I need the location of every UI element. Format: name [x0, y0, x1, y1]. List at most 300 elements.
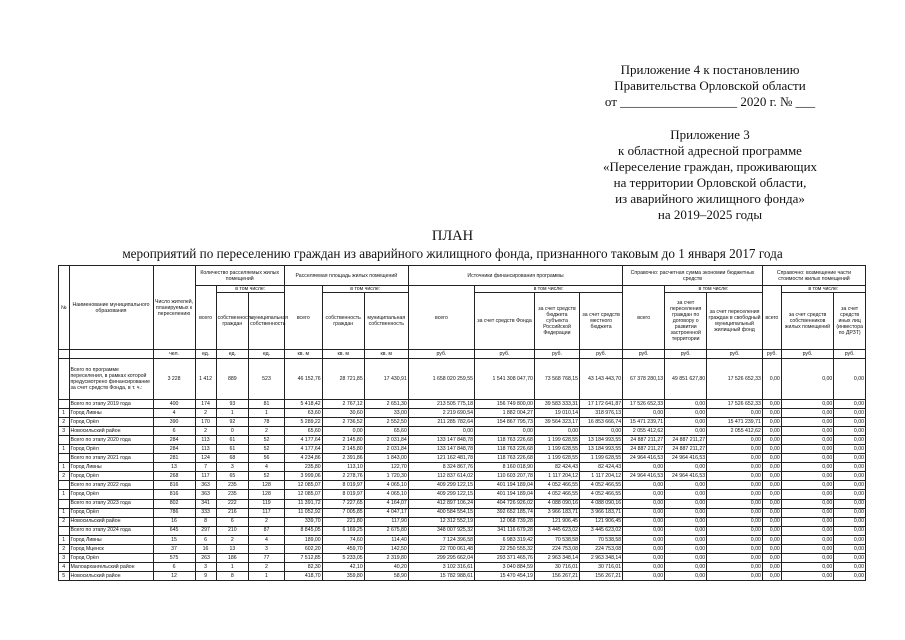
header-sources-including: в том числе:: [475, 286, 623, 293]
value-cell: 17 526 652,33: [623, 400, 665, 409]
value-cell: 118 763 226,68: [475, 445, 535, 454]
value-cell: 8 160 018,90: [475, 463, 535, 472]
value-cell: 0,00: [665, 544, 707, 553]
value-cell: 1 199 628,55: [534, 436, 579, 445]
table-row: [59, 472, 866, 481]
value-cell: 7 005,85: [322, 508, 364, 517]
value-cell: 0,00: [707, 472, 763, 481]
value-cell: 0,00: [623, 481, 665, 490]
count-cell: 2: [249, 517, 285, 526]
value-cell: 156 749 800,00: [475, 400, 535, 409]
value-cell: 46 152,76: [284, 359, 322, 400]
value-cell: 0,00: [834, 535, 866, 544]
count-cell: 61: [216, 436, 249, 445]
count-cell: 523: [249, 359, 285, 400]
value-cell: 3 966 183,71: [580, 508, 623, 517]
value-cell: 0,00: [781, 409, 834, 418]
row-number-cell: 2: [59, 544, 70, 553]
value-cell: 235,80: [284, 463, 322, 472]
count-cell: 6: [153, 562, 195, 571]
header-group-reference2: Справочно: возмещение части стоимости жилых помещений: [762, 266, 865, 286]
count-cell: 3: [249, 544, 285, 553]
row-number-cell: [59, 400, 70, 409]
value-cell: 0,00: [781, 400, 834, 409]
value-cell: 8 019,97: [322, 481, 364, 490]
value-cell: 318 976,13: [580, 409, 623, 418]
municipality-name-cell: Город Ливны: [69, 463, 153, 472]
value-cell: 12 312 552,19: [408, 517, 474, 526]
value-cell: 121 906,45: [580, 517, 623, 526]
row-number-cell: [59, 526, 70, 535]
value-cell: 0,00: [781, 535, 834, 544]
value-cell: 0,00: [781, 499, 834, 508]
value-cell: 0,00: [834, 454, 866, 463]
count-cell: 7: [195, 463, 216, 472]
row-number-cell: 2: [59, 517, 70, 526]
value-cell: 0,00: [834, 499, 866, 508]
value-cell: 0,00: [623, 508, 665, 517]
value-cell: 0,00: [781, 508, 834, 517]
row-number-cell: 1: [59, 535, 70, 544]
count-cell: 78: [249, 418, 285, 427]
unit-cell: руб.: [623, 350, 665, 359]
value-cell: 3 102 316,61: [408, 562, 474, 571]
value-cell: 4 052 466,55: [534, 481, 579, 490]
value-cell: 404 726 926,02: [475, 499, 535, 508]
count-cell: 575: [153, 553, 195, 562]
count-cell: 1: [216, 409, 249, 418]
value-cell: 122,70: [364, 463, 408, 472]
table-row: [59, 490, 866, 499]
value-cell: 0,00: [475, 427, 535, 436]
value-cell: 0,00: [408, 427, 474, 436]
value-cell: 82 424,43: [534, 463, 579, 472]
value-cell: 0,00: [665, 508, 707, 517]
value-cell: 73 568 768,15: [534, 359, 579, 400]
value-cell: 3 040 884,59: [475, 562, 535, 571]
value-cell: 0,00: [665, 490, 707, 499]
value-cell: 30 716,01: [580, 562, 623, 571]
value-cell: 0,00: [707, 481, 763, 490]
value-cell: 0,00: [623, 544, 665, 553]
count-cell: 2: [195, 427, 216, 436]
value-cell: 0,00: [762, 490, 781, 499]
municipality-name-cell: Всего по этапу 2019 года: [69, 400, 153, 409]
value-cell: 0,00: [762, 400, 781, 409]
value-cell: 0,00: [834, 427, 866, 436]
value-cell: 0,00: [665, 562, 707, 571]
value-cell: 0,00: [781, 517, 834, 526]
value-cell: 0,00: [623, 562, 665, 571]
value-cell: 0,00: [580, 427, 623, 436]
table-row: [59, 409, 866, 418]
count-cell: 117: [195, 472, 216, 481]
plan-subtitle: мероприятий по переселению граждан из аварийного жилищного фонда, признанного таковым до 1 января 2017 года: [122, 246, 783, 261]
count-cell: 12: [153, 571, 195, 580]
row-number-cell: [59, 454, 70, 463]
count-cell: 268: [153, 472, 195, 481]
table-row: [59, 562, 866, 571]
value-cell: 0,00: [781, 526, 834, 535]
value-cell: 0,00: [762, 454, 781, 463]
value-cell: 15 470 454,19: [475, 571, 535, 580]
header-residents: Число жителей, планируемых к переселению: [153, 266, 195, 350]
unit-cell: руб.: [665, 350, 707, 359]
count-cell: 284: [153, 445, 195, 454]
count-cell: 52: [249, 445, 285, 454]
count-cell: 119: [249, 499, 285, 508]
value-cell: 0,00: [707, 571, 763, 580]
row-number-cell: 3: [59, 553, 70, 562]
unit-cell: кв. м: [364, 350, 408, 359]
count-cell: 56: [249, 454, 285, 463]
value-cell: 121 906,45: [534, 517, 579, 526]
value-cell: 0,00: [781, 418, 834, 427]
value-cell: 82 424,43: [580, 463, 623, 472]
count-cell: 92: [216, 418, 249, 427]
value-cell: 459,70: [322, 544, 364, 553]
count-cell: 889: [216, 359, 249, 400]
count-cell: 87: [249, 526, 285, 535]
value-cell: 0,00: [834, 526, 866, 535]
value-cell: 0,00: [781, 562, 834, 571]
count-cell: 128: [249, 481, 285, 490]
value-cell: 1 882 004,27: [475, 409, 535, 418]
value-cell: 7 227,65: [322, 499, 364, 508]
value-cell: 0,00: [834, 481, 866, 490]
table-row: [59, 436, 866, 445]
value-cell: 1 117 204,12: [534, 472, 579, 481]
value-cell: 0,00: [762, 427, 781, 436]
unit-cell: руб.: [762, 350, 781, 359]
value-cell: 2 319,80: [364, 553, 408, 562]
count-cell: 6: [153, 427, 195, 436]
count-cell: 37: [153, 544, 195, 553]
count-cell: 65: [216, 472, 249, 481]
value-cell: 0,00: [707, 526, 763, 535]
appendix-3-line4: на территории Орловской области,: [613, 175, 807, 190]
unit-cell: [69, 350, 153, 359]
table-row: [59, 517, 866, 526]
value-cell: 40,20: [364, 562, 408, 571]
value-cell: 30,60: [322, 409, 364, 418]
value-cell: 24 887 211,27: [665, 445, 707, 454]
count-cell: 284: [153, 436, 195, 445]
row-number-cell: 2: [59, 418, 70, 427]
value-cell: 28 721,85: [322, 359, 364, 400]
value-cell: 2 219 690,54: [408, 409, 474, 418]
value-cell: 12 068 739,28: [475, 517, 535, 526]
value-cell: 12 085,07: [284, 490, 322, 499]
table-row: [59, 359, 866, 400]
header-subject-budget: за счет средств бюджета субъекта Российской Федерации: [534, 293, 579, 350]
value-cell: 0,00: [665, 553, 707, 562]
value-cell: 0,00: [834, 553, 866, 562]
count-cell: 1: [249, 571, 285, 580]
value-cell: 118 763 226,68: [475, 436, 535, 445]
municipality-name-cell: Город Орёл: [69, 418, 153, 427]
header-num: №: [59, 266, 70, 350]
header-econ-2: за счет переселения граждан в свободный муниципальный жилищный фонд: [707, 293, 763, 350]
value-cell: 39 564 323,17: [534, 418, 579, 427]
header-area-total: всего: [284, 286, 322, 350]
unit-cell: руб.: [475, 350, 535, 359]
table-row: [59, 526, 866, 535]
value-cell: 0,00: [623, 409, 665, 418]
table-row: [59, 445, 866, 454]
header-sources-total: всего: [408, 286, 474, 350]
value-cell: 0,00: [762, 472, 781, 481]
value-cell: 12 085,07: [284, 481, 322, 490]
value-cell: 1 720,30: [364, 472, 408, 481]
value-cell: 0,00: [665, 535, 707, 544]
value-cell: 63,60: [284, 409, 322, 418]
appendix-3-line3: «Переселение граждан, проживающих: [602, 159, 818, 174]
value-cell: 224 753,08: [580, 544, 623, 553]
value-cell: 1 199 628,55: [534, 454, 579, 463]
count-cell: 4: [153, 409, 195, 418]
table-row: [59, 508, 866, 517]
plan-table-container: [58, 265, 866, 581]
value-cell: 400 584 554,15: [408, 508, 474, 517]
value-cell: 113,10: [322, 463, 364, 472]
value-cell: 0,00: [781, 553, 834, 562]
count-cell: 263: [195, 553, 216, 562]
value-cell: 0,00: [781, 472, 834, 481]
value-cell: 0,00: [834, 400, 866, 409]
municipality-name-cell: Город Орёл: [69, 553, 153, 562]
count-cell: 235: [216, 490, 249, 499]
header-group-rooms: Количество расселяемых жилых помещений: [195, 266, 284, 286]
count-cell: 52: [249, 436, 285, 445]
value-cell: 0,00: [707, 463, 763, 472]
value-cell: 8 324 867,76: [408, 463, 474, 472]
municipality-name-cell: Новосильский район: [69, 571, 153, 580]
municipality-name-cell: Город Ливны: [69, 409, 153, 418]
row-number-cell: 1: [59, 463, 70, 472]
municipality-name-cell: Всего по этапу 2022 года: [69, 481, 153, 490]
municipality-name-cell: Малоархангельский район: [69, 562, 153, 571]
value-cell: 110 603 207,78: [475, 472, 535, 481]
value-cell: 0,00: [623, 463, 665, 472]
count-cell: 52: [249, 472, 285, 481]
value-cell: 0,00: [834, 490, 866, 499]
value-cell: 58,90: [364, 571, 408, 580]
count-cell: 186: [216, 553, 249, 562]
value-cell: 0,00: [707, 517, 763, 526]
value-cell: 121 162 481,78: [408, 454, 474, 463]
municipality-name-cell: Новосильский район: [69, 517, 153, 526]
table-row: [59, 400, 866, 409]
count-cell: 816: [153, 481, 195, 490]
count-cell: 174: [195, 400, 216, 409]
value-cell: 156 267,21: [580, 571, 623, 580]
value-cell: 224 753,08: [534, 544, 579, 553]
value-cell: 0,00: [762, 445, 781, 454]
value-cell: 17 526 652,33: [707, 359, 763, 400]
plan-title: ПЛАН: [431, 228, 474, 244]
header-group-reference: Справочно: расчетная сумма экономии бюджетных средств: [623, 266, 763, 286]
value-cell: 39 583 333,31: [534, 400, 579, 409]
value-cell: 17 430,91: [364, 359, 408, 400]
value-cell: 0,00: [322, 427, 364, 436]
value-cell: 401 194 189,04: [475, 481, 535, 490]
value-cell: 133 147 848,78: [408, 445, 474, 454]
value-cell: 4 052 466,55: [580, 490, 623, 499]
unit-cell: кв. м: [322, 350, 364, 359]
value-cell: 0,00: [834, 544, 866, 553]
table-row: [59, 463, 866, 472]
value-cell: 1 843,00: [364, 454, 408, 463]
value-cell: 43 143 443,70: [580, 359, 623, 400]
count-cell: 77: [249, 553, 285, 562]
value-cell: 1 658 020 259,55: [408, 359, 474, 400]
count-cell: 2: [195, 409, 216, 418]
count-cell: 333: [195, 508, 216, 517]
value-cell: 24 964 416,53: [623, 472, 665, 481]
value-cell: 2 278,76: [322, 472, 364, 481]
value-cell: 0,00: [781, 454, 834, 463]
value-cell: 0,00: [781, 481, 834, 490]
value-cell: 0,00: [707, 409, 763, 418]
value-cell: 0,00: [665, 571, 707, 580]
value-cell: 0,00: [665, 499, 707, 508]
value-cell: 2 963 348,14: [580, 553, 623, 562]
value-cell: 0,00: [707, 454, 763, 463]
value-cell: 0,00: [762, 544, 781, 553]
value-cell: 0,00: [623, 517, 665, 526]
value-cell: 22 250 555,32: [475, 544, 535, 553]
value-cell: 0,00: [781, 427, 834, 436]
value-cell: 0,00: [623, 526, 665, 535]
value-cell: 82,30: [284, 562, 322, 571]
header-area-private: собственность граждан: [322, 293, 364, 350]
value-cell: 17 172 641,87: [580, 400, 623, 409]
value-cell: 4 047,17: [364, 508, 408, 517]
appendix-4-header: [560, 62, 860, 110]
value-cell: 0,00: [781, 463, 834, 472]
value-cell: 412 897 106,24: [408, 499, 474, 508]
appendix-3-line5: из аварийного жилищного фонда»: [615, 191, 805, 206]
appendix-4-line2: Правительства Орловской области: [614, 78, 806, 93]
municipality-name-cell: Город Орёл: [69, 445, 153, 454]
unit-cell: ед.: [249, 350, 285, 359]
value-cell: 0,00: [623, 535, 665, 544]
count-cell: 6: [195, 535, 216, 544]
count-cell: 16: [153, 517, 195, 526]
value-cell: 299 295 662,04: [408, 553, 474, 562]
count-cell: 645: [153, 526, 195, 535]
count-cell: 816: [153, 490, 195, 499]
value-cell: 0,00: [781, 359, 834, 400]
row-number-cell: 1: [59, 508, 70, 517]
value-cell: 359,80: [322, 571, 364, 580]
row-number-cell: 3: [59, 427, 70, 436]
value-cell: 602,20: [284, 544, 322, 553]
municipality-name-cell: Всего по программе переселения, в рамках которой предусмотрено финансирование за счет средств Фонда, в т. ч.:: [69, 359, 153, 400]
header-comp-2: за счет средств иных лиц (инвестора по ДРЗТ): [834, 293, 866, 350]
value-cell: 7 512,85: [284, 553, 322, 562]
municipality-name-cell: Город Орёл: [69, 508, 153, 517]
value-cell: 15 471 239,71: [623, 418, 665, 427]
value-cell: 0,00: [781, 445, 834, 454]
municipality-name-cell: Город Орёл: [69, 490, 153, 499]
value-cell: 0,00: [623, 553, 665, 562]
value-cell: 5 418,42: [284, 400, 322, 409]
count-cell: 400: [153, 400, 195, 409]
count-cell: 216: [216, 508, 249, 517]
value-cell: 24 964 416,53: [665, 454, 707, 463]
value-cell: 5 289,22: [284, 418, 322, 427]
value-cell: 3 966 183,71: [534, 508, 579, 517]
value-cell: 19 010,14: [534, 409, 579, 418]
count-cell: 15: [153, 535, 195, 544]
value-cell: 11 391,72: [284, 499, 322, 508]
value-cell: 6 169,25: [322, 526, 364, 535]
value-cell: 0,00: [834, 517, 866, 526]
value-cell: 16 853 666,74: [580, 418, 623, 427]
value-cell: 293 371 465,76: [475, 553, 535, 562]
value-cell: 2 055 412,62: [707, 427, 763, 436]
count-cell: 222: [216, 499, 249, 508]
value-cell: 0,00: [781, 544, 834, 553]
value-cell: 211 285 782,64: [408, 418, 474, 427]
header-rooms-municipal: муниципальная собственность: [249, 293, 285, 350]
value-cell: 117,90: [364, 517, 408, 526]
count-cell: 2: [249, 562, 285, 571]
value-cell: 142,50: [364, 544, 408, 553]
count-cell: 297: [195, 526, 216, 535]
count-cell: 113: [195, 436, 216, 445]
value-cell: 118 763 226,68: [475, 454, 535, 463]
count-cell: 786: [153, 508, 195, 517]
header-comp-total: всего: [762, 286, 781, 350]
value-cell: 0,00: [834, 436, 866, 445]
value-cell: 0,00: [834, 463, 866, 472]
table-row: [59, 418, 866, 427]
row-number-cell: 1: [59, 445, 70, 454]
value-cell: 42,10: [322, 562, 364, 571]
value-cell: 4 164,07: [364, 499, 408, 508]
value-cell: 0,00: [665, 517, 707, 526]
municipality-name-cell: Новосильский район: [69, 427, 153, 436]
row-number-cell: [59, 359, 70, 400]
value-cell: 0,00: [707, 562, 763, 571]
value-cell: 0,00: [762, 499, 781, 508]
unit-cell: [59, 350, 70, 359]
value-cell: 15 471 239,71: [707, 418, 763, 427]
row-number-cell: 4: [59, 562, 70, 571]
count-cell: 8: [216, 571, 249, 580]
value-cell: 5 233,05: [322, 553, 364, 562]
value-cell: 2 031,84: [364, 436, 408, 445]
value-cell: 6 983 319,42: [475, 535, 535, 544]
municipality-name-cell: Всего по этапу 2023 года: [69, 499, 153, 508]
value-cell: 213 505 775,18: [408, 400, 474, 409]
value-cell: 0,00: [834, 472, 866, 481]
table-row: [59, 454, 866, 463]
value-cell: 0,00: [762, 571, 781, 580]
value-cell: 341 116 679,28: [475, 526, 535, 535]
value-cell: 4 177,64: [284, 436, 322, 445]
table-row: [59, 499, 866, 508]
value-cell: 0,00: [762, 418, 781, 427]
value-cell: 348 007 925,32: [408, 526, 474, 535]
unit-cell: руб.: [707, 350, 763, 359]
value-cell: 0,00: [665, 526, 707, 535]
value-cell: 0,00: [707, 499, 763, 508]
count-cell: 210: [216, 526, 249, 535]
